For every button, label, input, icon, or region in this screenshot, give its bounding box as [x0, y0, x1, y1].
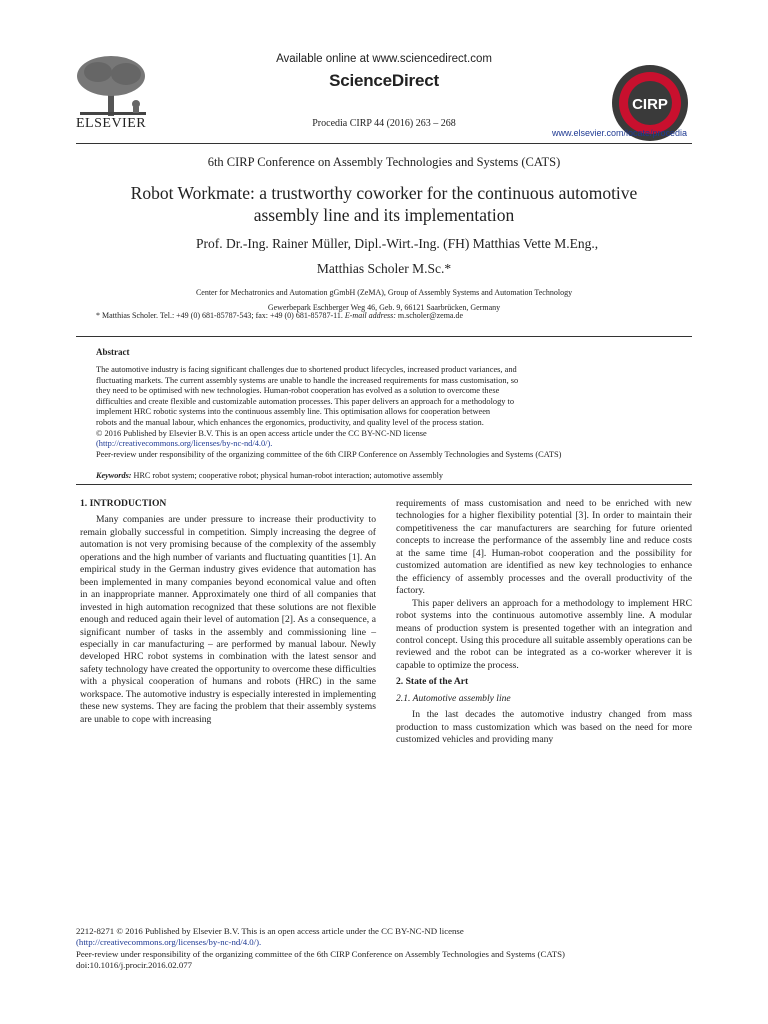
paragraph-continued: requirements of mass customisation and need to be enriched with new technologies for a higher flexibility potential [3]. In order to maintain their competitiveness the car manufacturers are searching for future oriented concepts to increase the performance of the assembly line and reduce costs at the same time [4]. Human-robot cooperation and the possibility for customized automation are identified as new key technologies to enhance the efficiency of assembly processes and the overall productivity of the factory. [396, 498, 692, 597]
available-online-text: Available online at www.sciencedirect.com [276, 53, 492, 65]
publisher-wordmark: ELSEVIER [76, 116, 147, 131]
paper-title [84, 182, 684, 226]
section-2-heading: 2. State of the Art [396, 676, 469, 688]
journal-reference: Procedia CIRP 44 (2016) 263 – 268 [312, 118, 456, 129]
abstract-top-divider [76, 336, 692, 337]
footer-license-link[interactable]: (http://creativecommons.org/licenses/by-nc-nd/4.0/). [76, 937, 262, 948]
body-column-right [396, 498, 692, 747]
cirp-logo-text: CIRP [632, 96, 668, 113]
corresponding-contact: * Matthias Scholer. Tel.: +49 (0) 681-85787-543; fax: +49 (0) 681-85787-11. [96, 311, 343, 320]
email-address[interactable]: m.scholer@zema.de [397, 311, 464, 320]
abstract-line: robots and the manual labour, which enhances the ergonomics, productivity, and quality level of the process station. [96, 417, 484, 427]
abstract-line: implement HRC robotic systems into the continuous assembly line. This optimisation allows for cooperation between [96, 407, 491, 417]
journal-homepage-link[interactable]: www.elsevier.com/locate/procedia [552, 128, 688, 138]
abstract-line: The automotive industry is facing significant challenges due to shortened product lifecycles, increased product variances, and [96, 365, 517, 374]
keywords [96, 471, 443, 480]
abstract-copyright: © 2016 Published by Elsevier B.V. This is an open access article under the CC BY-NC-ND license [96, 428, 427, 438]
footer-doi[interactable]: doi:10.1016/j.procir.2016.02.077 [76, 960, 193, 971]
authors-line-1: Prof. Dr.-Ing. Rainer Müller, Dipl.-Wirt.-Ing. (FH) Matthias Vette M.Eng., [196, 236, 599, 251]
approach-paragraph: This paper delivers an approach for a methodology to implement HRC robot systems into the continuous automotive assembly line. A modular means of production system is presented together with an integration and control concept. Using this procedure all suitable assembly operations can be reviewed and the robot can be integrated as a co-worker wherever it is capable to optimize the process. [396, 597, 692, 671]
section-1-heading: 1. INTRODUCTION [80, 498, 167, 509]
affiliation-line-1: Center for Mechatronics and Automation gGmbH (ZeMA), Group of Assembly Systems and Automation Technology [195, 288, 573, 297]
email-label: E-mail address: [344, 311, 396, 320]
abstract-license-link[interactable]: (http://creativecommons.org/licenses/by-nc-nd/4.0/). [96, 439, 273, 449]
keywords-label: Keywords: [96, 471, 132, 480]
conference-name: 6th CIRP Conference on Assembly Technologies and Systems (CATS) [207, 155, 561, 169]
keywords-list: HRC robot system; cooperative robot; physical human-robot interaction; automotive assembly [131, 471, 444, 480]
affiliation-line-2: Gewerbepark Eschberger Weg 46, Geb. 9, 66121 Saarbrücken, Germany [267, 303, 501, 312]
footer-issn: 2212-8271 © 2016 Published by Elsevier B.V. This is an open access article under the CC BY-NC-ND license [76, 926, 464, 936]
abstract-line: they need to be optimised with new technologies. Human-robot cooperation has evolved as a solution to overcome these [96, 386, 500, 396]
section-2-1-heading: 2.1. Automotive assembly line [396, 692, 511, 704]
footer-info [76, 926, 565, 972]
automotive-assembly-paragraph: In the last decades the automotive industry changed from mass production to mass customization which was based on the need for more customized vehicles and providing many [396, 709, 692, 746]
intro-paragraph: Many companies are under pressure to increase their productivity to remain globally successful in competition. Simply increasing the degree of automation is not very promising because of the complexity of the assembly operations and the high number of variants and fluctuating quantities [1]. An empirical study in the German industry gives evidence that automation has been implemented in many companies beyond economical value and often in an inappropriate manner. Approximately one third of all companies that invested in high automation recognized that these solutions are not flexible enough and reduced again their level of automation [2]. As a consequence, a significant number of tasks in the assembly and commissioning line – especially in car manufacturing – are performed by manual labour. Newly developed HRC robot systems in combination with the latest sensor and safety technology have created the opportunity to overcome these difficulties with a physical cooperation of humans and robots (HRC) in the same workspace. The automotive industry is especially interested in implementing these new systems. They are facing the problem that their assembly systems are unable to cope with increasing [80, 514, 376, 725]
title-line-1: Robot Workmate: a trustworthy coworker for the continuous automotive [130, 183, 638, 203]
sciencedirect-brand: ScienceDirect [329, 71, 439, 90]
authors-line-2: Matthias Scholer M.Sc.* [316, 261, 452, 276]
header-divider [76, 143, 692, 144]
abstract-line: fluctuating markets. The current assembly systems are unable to handle the increased requirements for mass customisation, so [96, 375, 519, 385]
abstract-body [96, 365, 636, 460]
abstract-line: difficulties and create flexible and customizable automation processes. This paper delivers an approach for a methodology to [96, 396, 515, 406]
footer-peer-review: Peer-review under responsibility of the organizing committee of the 6th CIRP Conference on Assembly Technologies and Systems (CATS) [76, 948, 565, 959]
corresponding-author [96, 311, 463, 320]
abstract-peer-review: Peer-review under responsibility of the organizing committee of the 6th CIRP Conference on Assembly Technologies and Systems (CATS) [96, 449, 562, 459]
body-column-left [80, 498, 376, 726]
title-line-2: assembly line and its implementation [253, 205, 515, 225]
abstract-bottom-divider [76, 484, 692, 485]
abstract-heading: Abstract [96, 347, 130, 357]
